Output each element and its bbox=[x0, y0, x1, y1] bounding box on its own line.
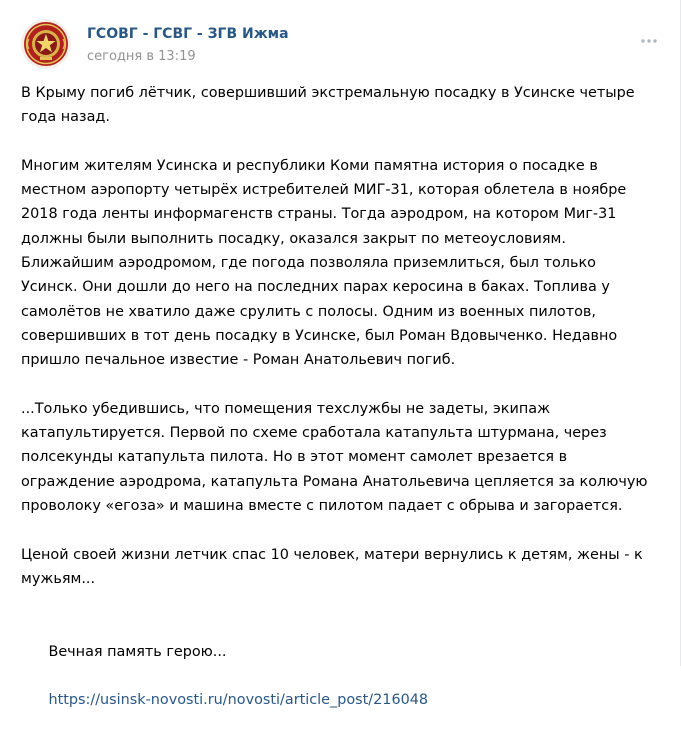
post-paragraph: Ценой своей жизни летчик спас 10 человек, матери вернулись к детям, жены - к мужьям... bbox=[21, 546, 643, 587]
post-timestamp[interactable]: сегодня в 13:19 bbox=[87, 49, 196, 64]
group-avatar[interactable] bbox=[21, 19, 71, 69]
post-closing-line: Вечная память герою... bbox=[48, 643, 227, 660]
post-author-link[interactable]: ГСОВГ - ГСВГ - ЗГВ Ижма bbox=[87, 26, 289, 42]
more-options-button[interactable] bbox=[637, 29, 661, 53]
post-paragraph: ...Только убедившись, что помещения техслужбы не задеты, экипаж катапультируется. Первой по схеме сработала катапульта штурмана, через полсекунды катапульта пилота. Но в этот момент самолет врезается в ограждение аэродрома, катапульта Романа Анатольевича цепляется за колючую проволоку «егоза» и машина вместе с пилотом падает с обрыва и загорается. bbox=[21, 400, 648, 515]
post-header bbox=[21, 19, 661, 69]
post-paragraph: В Крыму погиб лётчик, совершивший экстремальную посадку в Усинске четыре года назад. bbox=[21, 85, 635, 126]
article-link[interactable]: https://usinsk-novosti.ru/novosti/article_post/216048 bbox=[48, 692, 429, 709]
group-emblem-icon bbox=[21, 19, 71, 69]
more-dots-icon bbox=[641, 39, 657, 43]
post-closing bbox=[21, 616, 661, 737]
post-paragraph: Многим жителям Усинска и республики Коми памятна история о посадке в местном аэропорту четырёх истребителей МИГ-31, которая облетела в ноябре 2018 года ленты информагенств страны. Тогда аэродром, на котором Миг-31 должны были выполнить посадку, оказался закрыт по метеоусловиям. Ближайшим аэродромом, где погода позволяла приземлиться, был только Усинск. Они дошли до него на последних парах керосина в баках. Топлива у самолётов не хватило даже срулить с полосы. Одним из военных пилотов, совершивших в тот день посадку в Усинске, был Роман Вдовыченко. Недавно пришло печальное известие - Роман Анатольевич погиб. bbox=[21, 157, 627, 369]
post-text bbox=[21, 81, 661, 737]
